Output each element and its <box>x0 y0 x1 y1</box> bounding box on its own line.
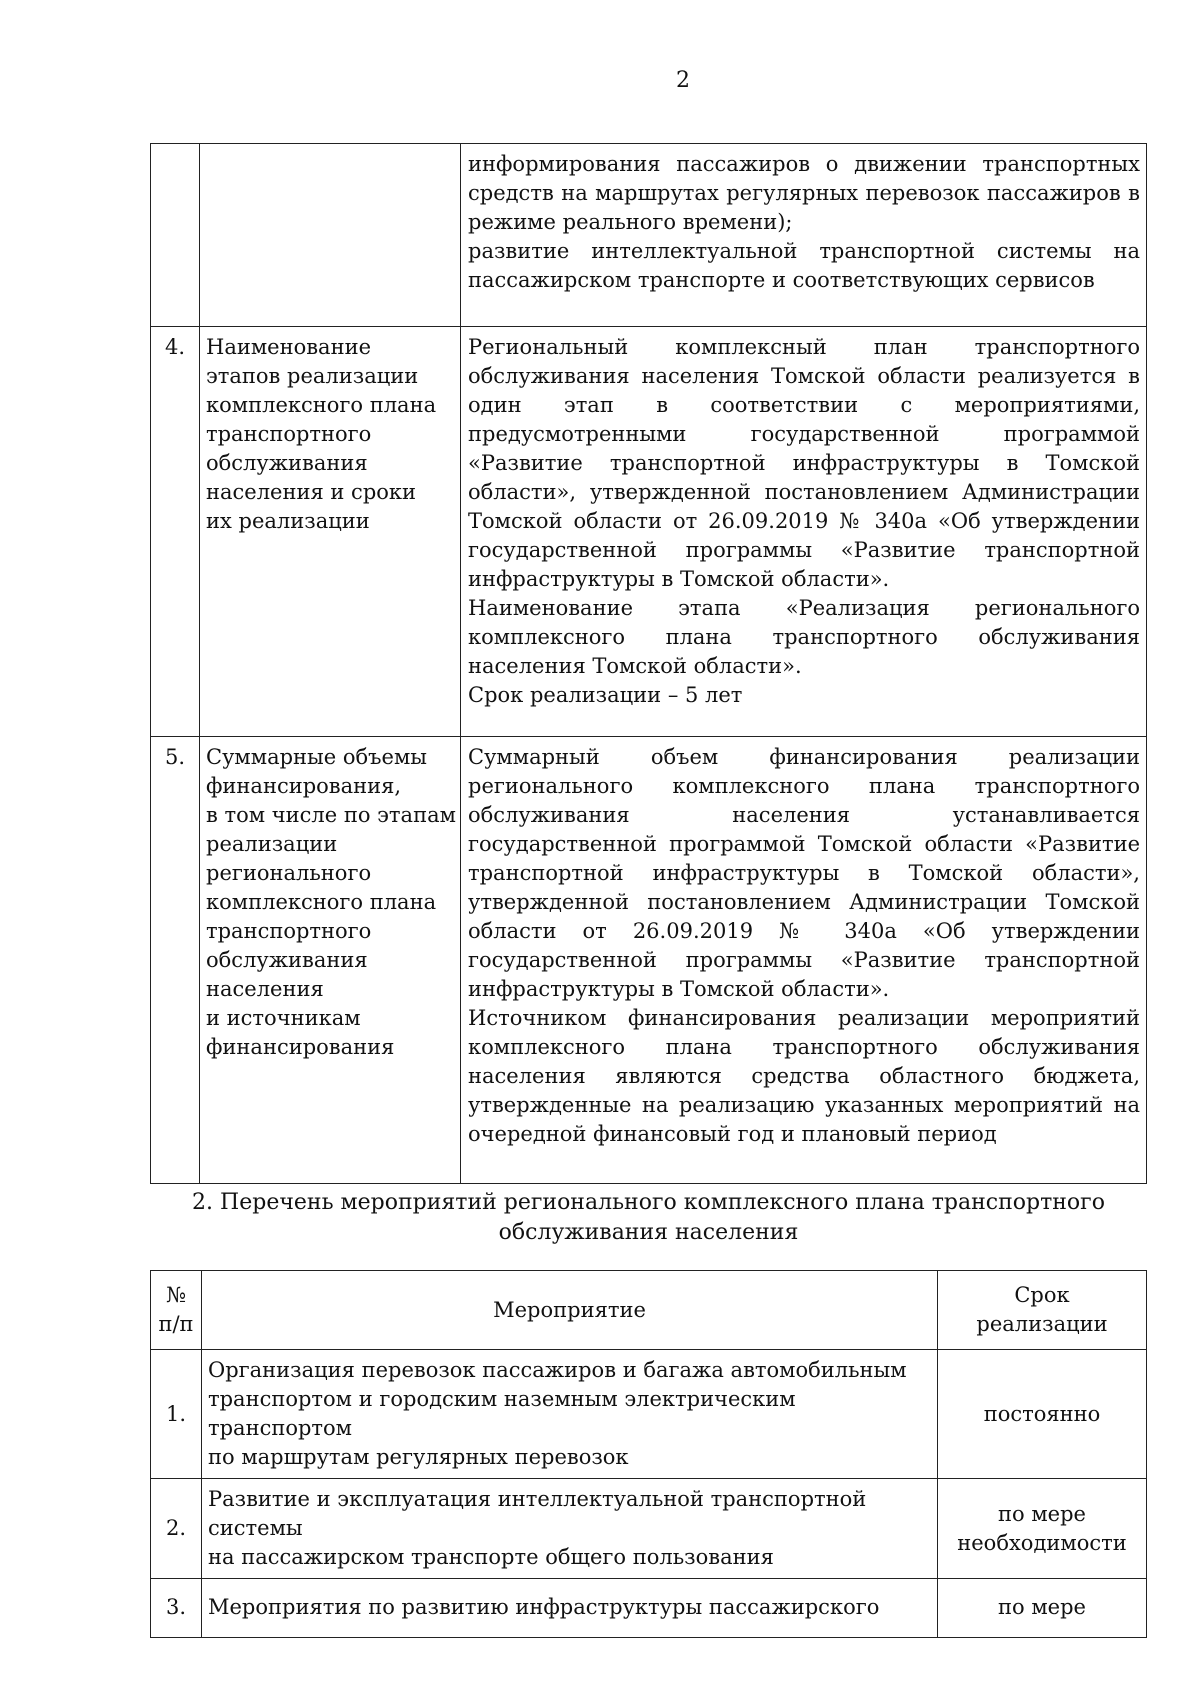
row-number: 3. <box>151 1579 202 1638</box>
row-description <box>461 144 1147 327</box>
row-number <box>151 144 200 327</box>
passport-table <box>150 143 1147 1184</box>
table-row <box>151 327 1147 737</box>
term-text: по мере <box>938 1579 1147 1638</box>
description-paragraph: Региональный комплексный план транспортного обслуживания населения Томской области реализуется в один этап в соответствии с мероприятиями, предусмотренными государственной программой «Развитие транспортной инфраструктуры в Томской области», утвержденной постановлением Администрации Томской области от 26.09.2019 № 340а «Об утверждении государственной программы «Развитие транспортной инфраструктуры в Томской области». <box>468 335 1140 591</box>
term-text: по мере необходимости <box>938 1479 1147 1579</box>
description-paragraph: Срок реализации – 5 лет <box>468 683 743 707</box>
row-number: 4. <box>151 327 200 737</box>
table-row <box>151 144 1147 327</box>
row-description <box>461 737 1147 1184</box>
row-number: 1. <box>151 1350 202 1479</box>
table-row <box>151 737 1147 1184</box>
measures-table <box>150 1270 1147 1638</box>
table-row <box>151 1350 1147 1479</box>
description-paragraph: Источником финансирования реализации мероприятий комплексного плана транспортного обслуживания населения являются средства областного бюджета, утвержденные на реализацию указанных мероприятий на очередной финансовый год и плановый период <box>468 1006 1140 1146</box>
row-name: Наименование этапов реализации комплексного плана транспортного обслуживания населения и сроки их реализации <box>200 327 461 737</box>
table-row <box>151 1479 1147 1579</box>
header-number: № п/п <box>151 1271 202 1350</box>
description-paragraph: Суммарный объем финансирования реализации регионального комплексного плана транспортного обслуживания населения устанавливается государственной программой Томской области «Развитие транспортной инфраструктуры в Томской области», утвержденной постановлением Администрации Томской области от 26.09.2019 № 340а «Об утверждении государственной программы «Развитие транспортной инфраструктуры в Томской области». <box>468 745 1140 1001</box>
header-term: Срок реализации <box>938 1271 1147 1350</box>
section-title <box>150 1188 1147 1248</box>
description-paragraph: развитие интеллектуальной транспортной системы на пассажирском транспорте и соответствующих сервисов <box>468 239 1140 292</box>
measure-text: Мероприятия по развитию инфраструктуры пассажирского <box>202 1579 938 1638</box>
row-name: Суммарные объемы финансирования, в том числе по этапам реализации регионального комплексного плана транспортного обслуживания населения и источникам финансирования <box>200 737 461 1184</box>
table-row <box>151 1579 1147 1638</box>
description-paragraph: информирования пассажиров о движении транспортных средств на маршрутах регулярных перевозок пассажиров в режиме реального времени); <box>468 152 1140 234</box>
measure-text: Организация перевозок пассажиров и багажа автомобильным транспортом и городским наземным электрическим транспортом по маршрутам регулярных перевозок <box>202 1350 938 1479</box>
term-text: постоянно <box>938 1350 1147 1479</box>
table-header-row <box>151 1271 1147 1350</box>
row-number: 5. <box>151 737 200 1184</box>
section-title-line: 2. Перечень мероприятий регионального комплексного плана транспортного <box>192 1190 1105 1215</box>
section-title-line: обслуживания населения <box>498 1220 799 1245</box>
page-number: 2 <box>676 68 690 93</box>
description-paragraph: Наименование этапа «Реализация регионального комплексного плана транспортного обслуживания населения Томской области». <box>468 596 1140 678</box>
row-description <box>461 327 1147 737</box>
row-number: 2. <box>151 1479 202 1579</box>
row-name <box>200 144 461 327</box>
measure-text: Развитие и эксплуатация интеллектуальной транспортной системы на пассажирском транспорте общего пользования <box>202 1479 938 1579</box>
header-measure: Мероприятие <box>202 1271 938 1350</box>
